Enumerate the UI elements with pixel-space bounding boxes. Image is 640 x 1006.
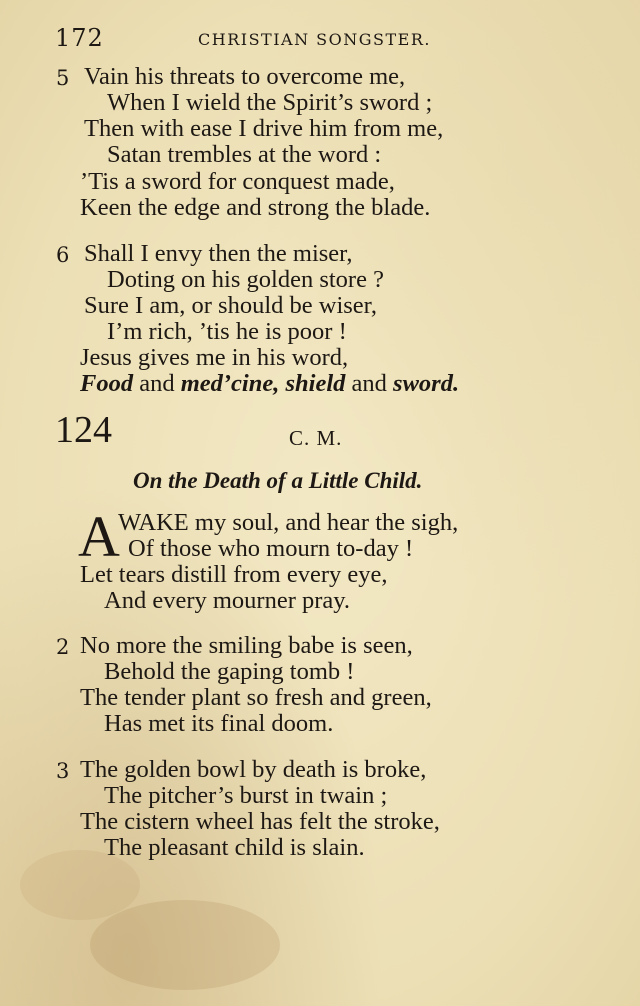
verse-line: The tender plant so fresh and green, xyxy=(80,684,432,711)
verse-line: And every mourner pray. xyxy=(104,587,351,614)
stanza-number: 5 xyxy=(56,66,70,90)
stanza-number: 2 xyxy=(56,635,70,659)
verse-line: When I wield the Spirit’s sword ; xyxy=(107,89,433,116)
verse-line-emphasis xyxy=(80,371,459,397)
hymn-meter: C. M. xyxy=(289,426,343,450)
verse-line: The pitcher’s burst in twain ; xyxy=(104,782,388,809)
verse-line: Let tears distill from every eye, xyxy=(80,561,388,588)
conjunction: and xyxy=(345,370,394,397)
verse-line: Jesus gives me in his word, xyxy=(80,344,349,371)
verse-line: Sure I am, or should be wiser, xyxy=(84,292,377,319)
verse-line: The cistern wheel has felt the stroke, xyxy=(80,808,440,835)
running-title: CHRISTIAN SONGSTER. xyxy=(198,30,431,49)
page-number: 172 xyxy=(55,24,104,52)
hymn-number: 124 xyxy=(55,409,112,451)
verse-line: Of those who mourn to-day ! xyxy=(128,535,414,562)
verse-line: Keen the edge and strong the blade. xyxy=(80,194,431,221)
verse-line: The pleasant child is slain. xyxy=(104,834,365,861)
drop-cap: A xyxy=(78,504,120,569)
emphasis-shield: shield xyxy=(285,370,346,397)
verse-line: The golden bowl by death is broke, xyxy=(80,756,427,783)
verse-line: WAKE my soul, and hear the sigh, xyxy=(118,509,459,536)
hymn-title: On the Death of a Little Child. xyxy=(133,468,423,493)
stanza-number: 3 xyxy=(56,759,70,783)
stanza-number: 6 xyxy=(56,243,70,267)
verse-line: Shall I envy then the miser, xyxy=(84,240,353,267)
verse-line: Has met its final doom. xyxy=(104,710,334,737)
verse-line: ’Tis a sword for conquest made, xyxy=(80,168,395,195)
verse-line: I’m rich, ’tis he is poor ! xyxy=(107,318,347,345)
verse-line: No more the smiling babe is seen, xyxy=(80,632,413,659)
emphasis-food: Food xyxy=(80,370,134,397)
verse-line: Then with ease I drive him from me, xyxy=(84,115,444,142)
conjunction: and xyxy=(133,370,181,397)
emphasis-sword: sword. xyxy=(393,370,460,397)
verse-line: Behold the gaping tomb ! xyxy=(104,658,355,685)
emphasis-medcine: med’cine, xyxy=(180,370,280,397)
verse-line: Doting on his golden store ? xyxy=(107,266,384,293)
verse-line: Satan trembles at the word : xyxy=(107,141,382,168)
verse-line: Vain his threats to overcome me, xyxy=(84,63,406,90)
paper-stain xyxy=(90,900,280,990)
